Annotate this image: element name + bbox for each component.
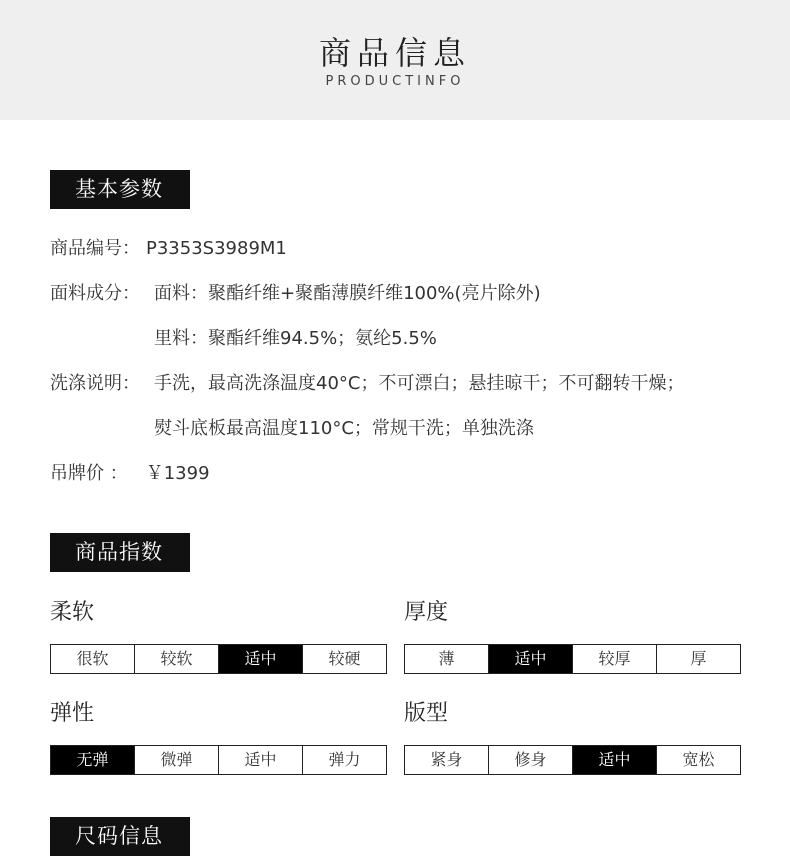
param-wash-row: [50, 371, 140, 397]
scale-option: 很软: [51, 645, 135, 673]
section-size-info: 尺码信息: [50, 817, 190, 856]
param-price-row: [50, 461, 210, 487]
param-wash-line2: 熨斗底板最高温度110°C；常规干洗；单独洗涤: [154, 418, 534, 439]
index-fit-scale: [404, 745, 741, 775]
index-fit-title: 版型: [404, 701, 449, 726]
param-code-row: [50, 236, 287, 262]
scale-option: 薄: [405, 645, 489, 673]
section-product-index: 商品指数: [50, 533, 190, 572]
scale-option: 宽松: [682, 750, 715, 769]
scale-option: 弹力: [328, 750, 361, 769]
param-wash-label: 洗涤说明：: [50, 373, 140, 394]
index-elasticity-title: 弹性: [50, 701, 95, 726]
scale-option-selected: 适中: [219, 645, 303, 673]
scale-option: 较硬: [328, 649, 361, 668]
scale-option: 修身: [489, 746, 573, 774]
index-thickness-title: 厚度: [404, 600, 449, 625]
scale-option-selected: 适中: [573, 746, 657, 774]
scale-option-selected: 无弹: [51, 746, 135, 774]
scale-option: 微弹: [135, 746, 219, 774]
index-elasticity-scale: [50, 745, 387, 775]
param-price-value: ￥1399: [145, 463, 210, 484]
scale-option: 适中: [219, 746, 303, 774]
scale-option: 紧身: [405, 746, 489, 774]
scale-option-selected: 适中: [489, 645, 573, 673]
scale-option: 厚: [690, 649, 707, 668]
param-fabric-row: [50, 281, 140, 307]
param-wash-line1: 手洗，最高洗涤温度40°C；不可漂白；悬挂晾干；不可翻转干燥；: [154, 373, 685, 394]
product-info-header: [0, 0, 790, 120]
scale-option: 较厚: [573, 645, 657, 673]
page-subtitle: PRODUCTINFO: [325, 74, 465, 89]
param-fabric-label: 面料成分：: [50, 283, 140, 304]
param-fabric-line2: 里料：聚酯纤维94.5%；氨纶5.5%: [154, 328, 437, 349]
index-softness-scale: [50, 644, 387, 674]
section-basic-params: 基本参数: [50, 170, 190, 209]
param-code-value: P3353S3989M1: [146, 238, 287, 259]
page-title: 商品信息: [318, 34, 471, 72]
param-fabric-line1: 面料：聚酯纤维+聚酯薄膜纤维100%(亮片除外): [154, 283, 541, 304]
index-thickness-scale: [404, 644, 741, 674]
index-softness-title: 柔软: [50, 600, 95, 625]
scale-option: 较软: [135, 645, 219, 673]
param-code-label: 商品编号：: [50, 238, 140, 259]
param-price-label: 吊牌价 ：: [50, 463, 128, 484]
